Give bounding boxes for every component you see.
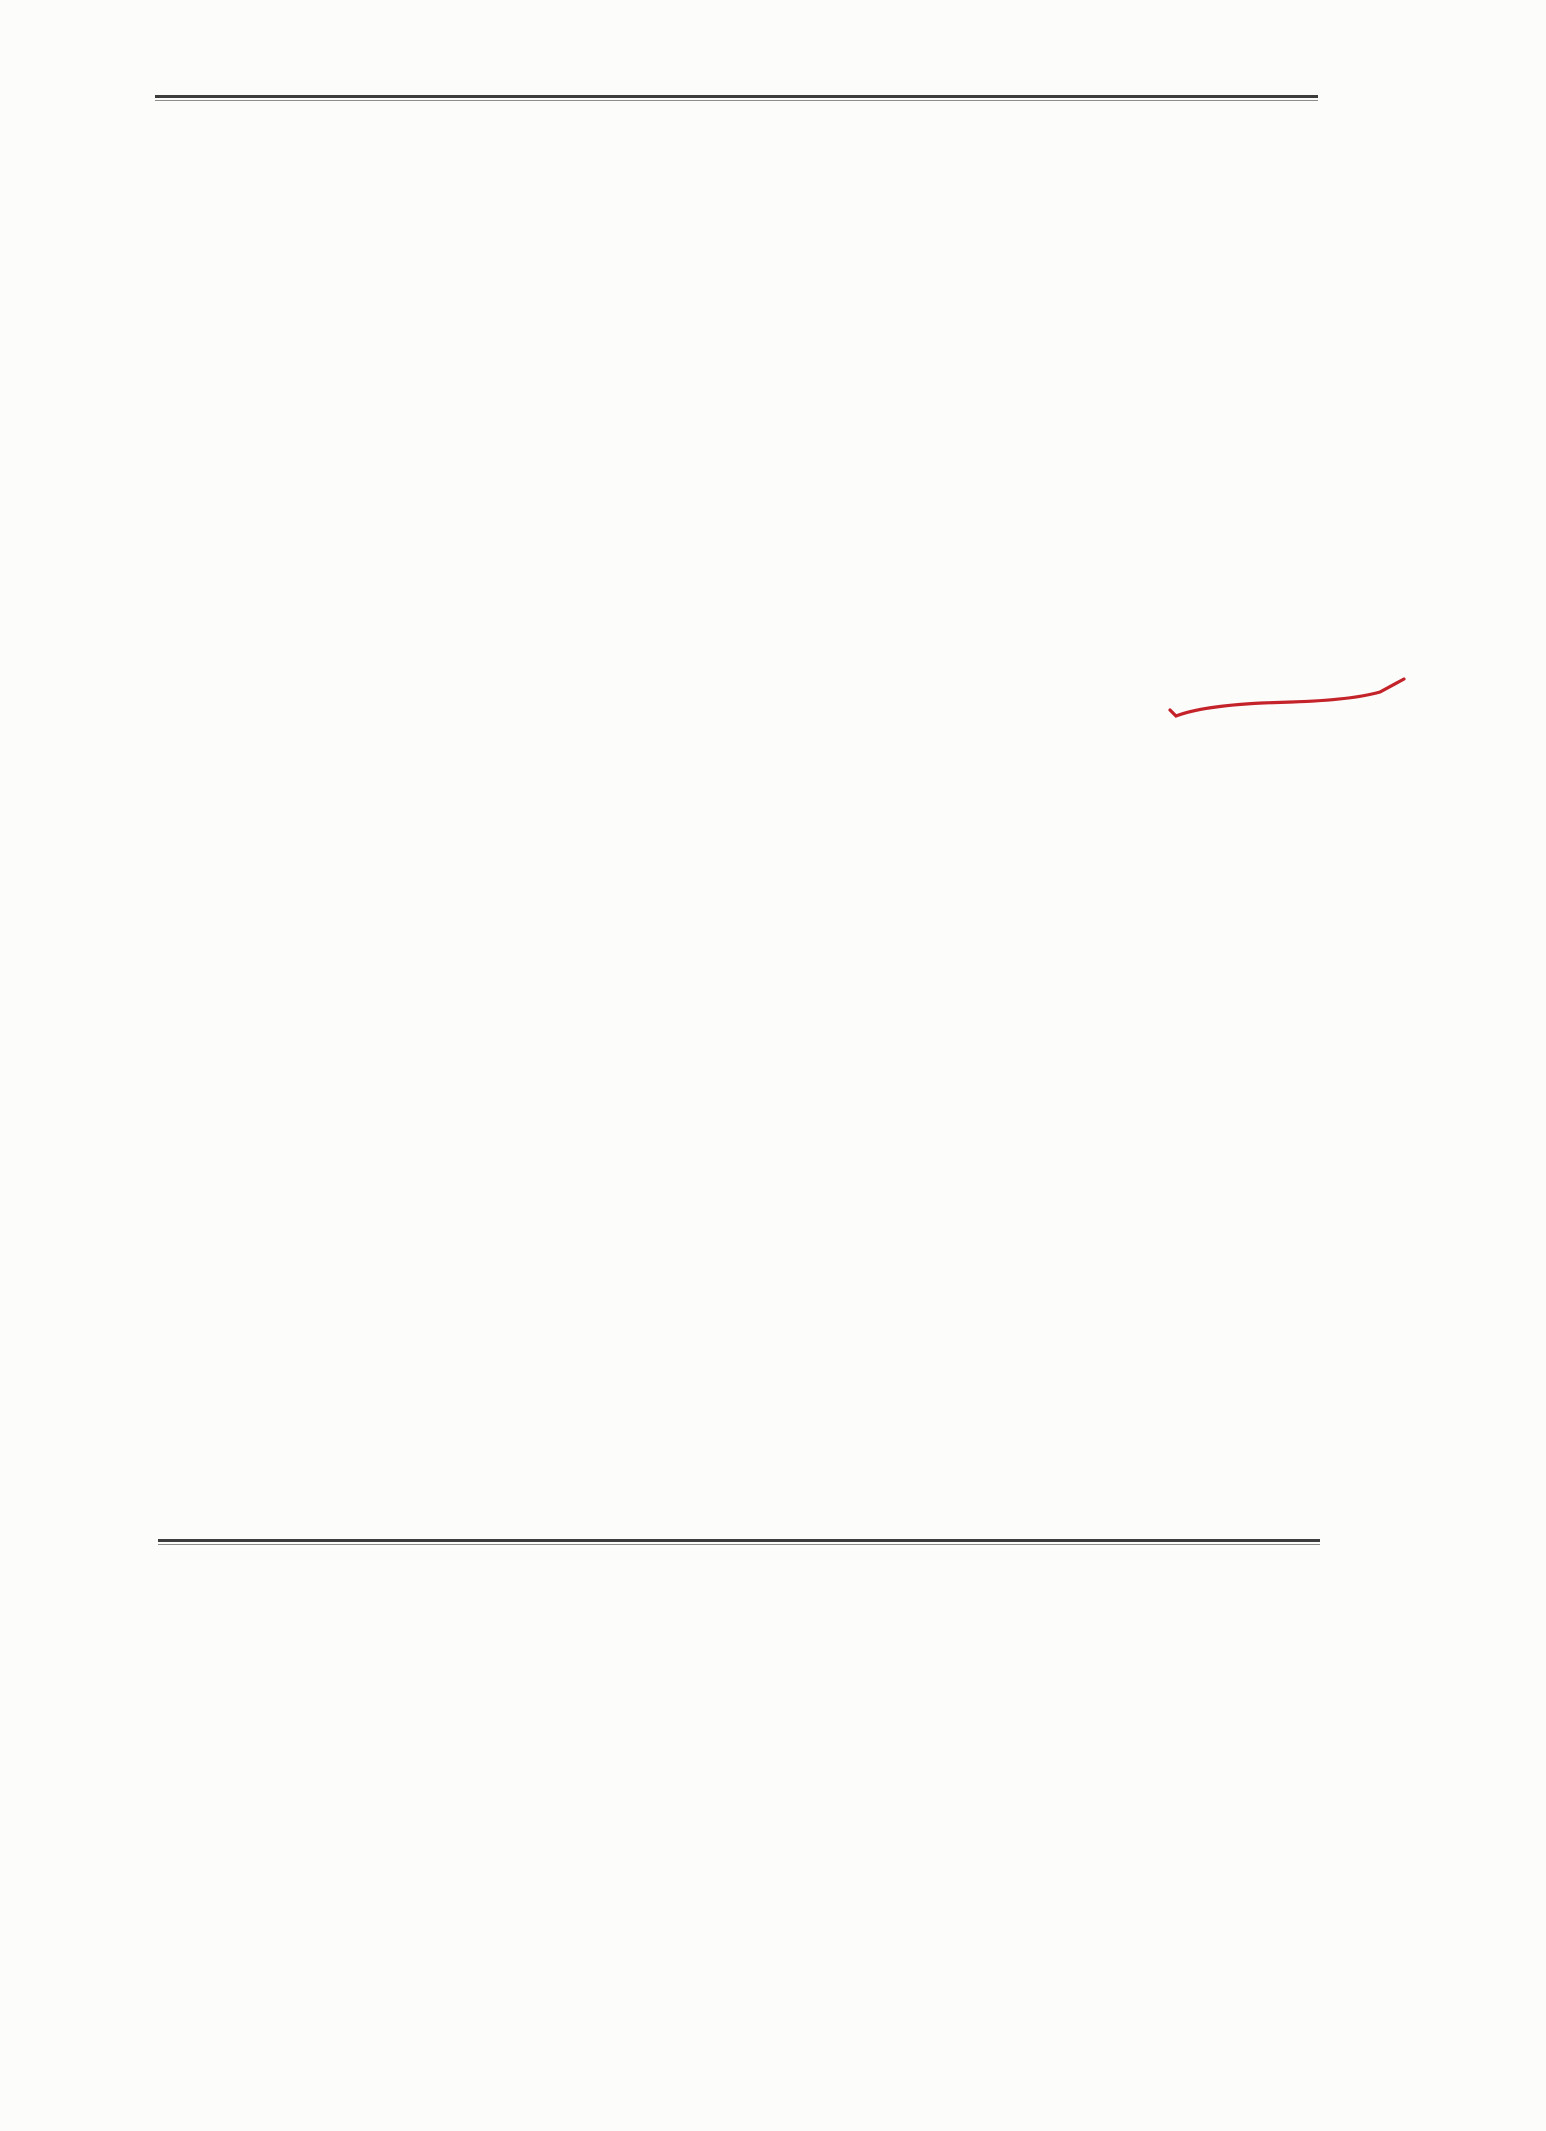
chapter-12-underline — [155, 95, 1318, 101]
bookstore-watermark — [1140, 640, 1430, 858]
brown-seal-icon — [1255, 718, 1320, 780]
red-seal-icon — [1255, 656, 1320, 716]
chapter-13-underline — [158, 1539, 1320, 1545]
